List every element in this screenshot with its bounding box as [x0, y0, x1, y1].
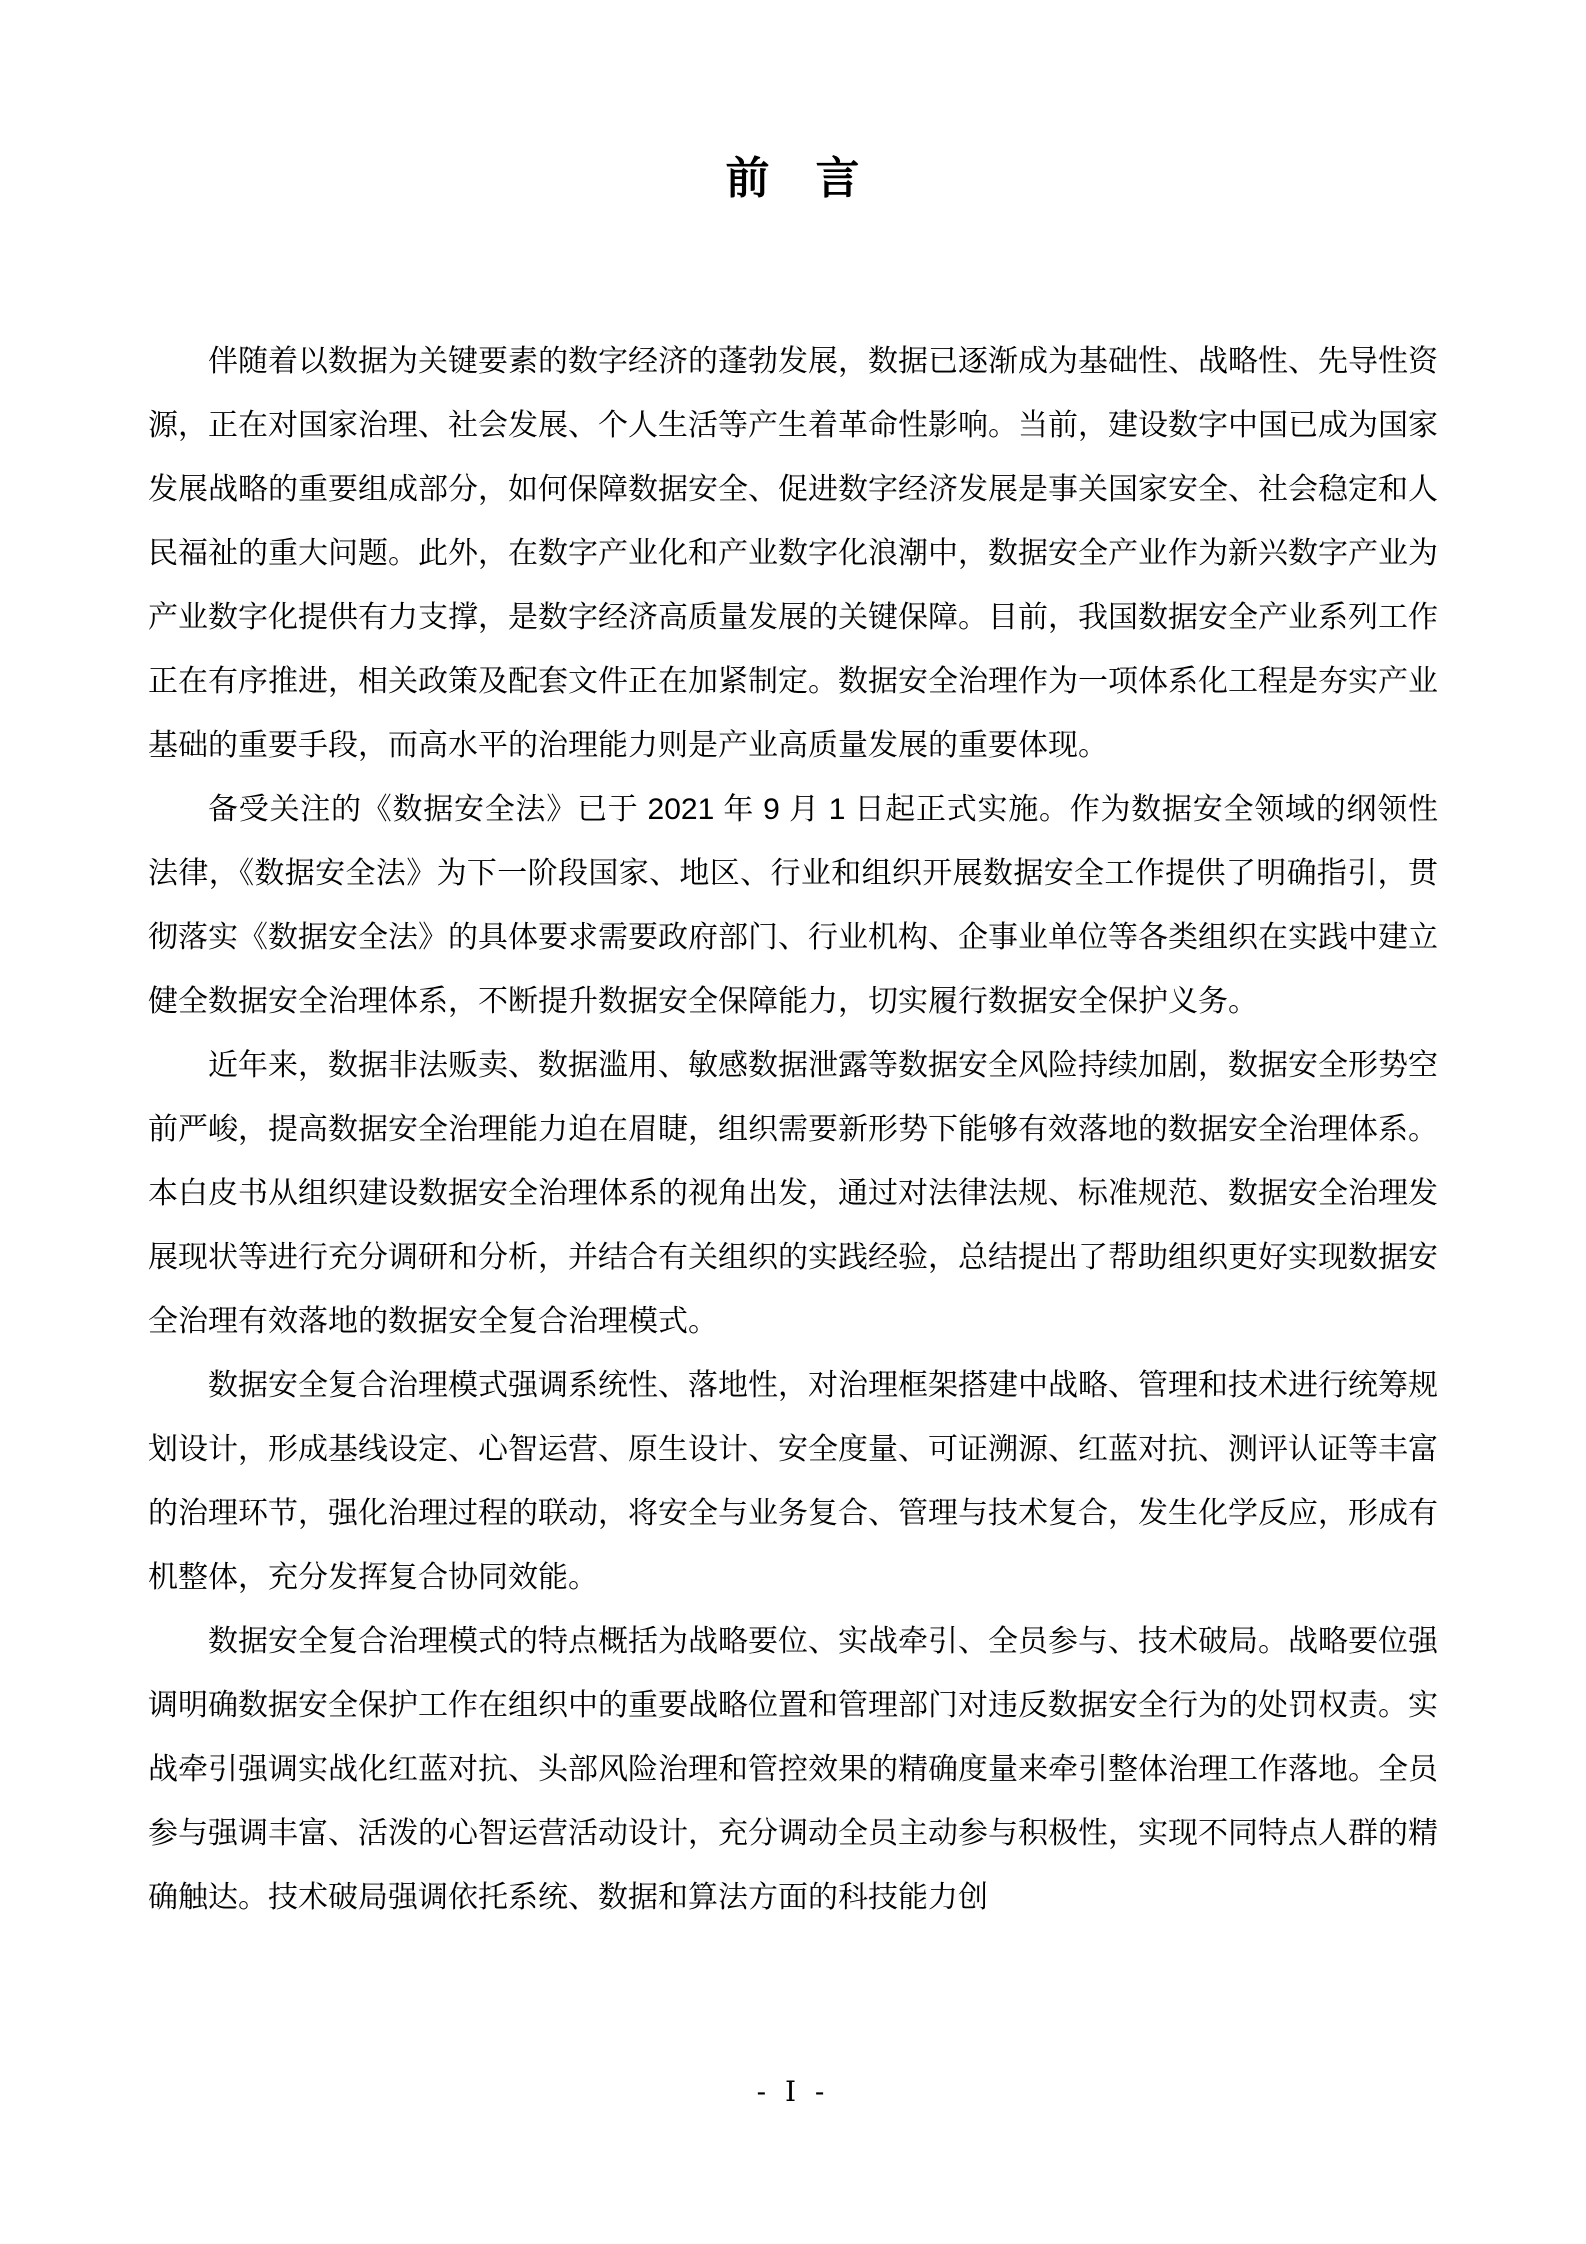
- paragraph-risk-and-whitepaper: 近年来，数据非法贩卖、数据滥用、敏感数据泄露等数据安全风险持续加剧，数据安全形势空前严峻，提高数据安全治理能力迫在眉睫，组织需要新形势下能够有效落地的数据安全治理体系。本白皮书从组织建设数据安全治理体系的视角出发，通过对法律法规、标准规范、数据安全治理发展现状等进行充分调研和分析，并结合有关组织的实践经验，总结提出了帮助组织更好实现数据安全治理有效落地的数据安全复合治理模式。: [148, 1049, 1438, 1338]
- paragraph-model-characteristics: 数据安全复合治理模式的特点概括为战略要位、实战牵引、全员参与、技术破局。战略要位强调明确数据安全保护工作在组织中的重要战略位置和管理部门对违反数据安全行为的处罚权责。实战牵引强调实战化红蓝对抗、头部风险治理和管控效果的精确度量来牵引整体治理工作落地。全员参与强调丰富、活泼的心智运营活动设计，充分调动全员主动参与积极性，实现不同特点人群的精确触达。技术破局强调依托系统、数据和算法方面的科技能力创: [148, 1625, 1438, 1914]
- paragraph-composite-governance-model: 数据安全复合治理模式强调系统性、落地性，对治理框架搭建中战略、管理和技术进行统筹规划设计，形成基线设定、心智运营、原生设计、安全度量、可证溯源、红蓝对抗、测评认证等丰富的治理环节，强化治理过程的联动，将安全与业务复合、管理与技术复合，发生化学反应，形成有机整体，充分发挥复合协同效能。: [148, 1369, 1438, 1594]
- paragraph-data-security-law: 备受关注的《数据安全法》已于 2021 年 9 月 1 日起正式实施。作为数据安全领域的纲领性法律，《数据安全法》为下一阶段国家、地区、行业和组织开展数据安全工作提供了明确指引，贯彻落实《数据安全法》的具体要求需要政府部门、行业机构、企事业单位等各类组织在实践中建立健全数据安全治理体系，不断提升数据安全保障能力，切实履行数据安全保护义务。: [148, 793, 1438, 1018]
- page-number: - Ⅰ -: [756, 2075, 830, 2108]
- document-body: [148, 330, 1438, 1930]
- page-title: 前 言: [725, 154, 861, 203]
- paragraph-intro-digital-economy: 伴随着以数据为关键要素的数字经济的蓬勃发展，数据已逐渐成为基础性、战略性、先导性资源，正在对国家治理、社会发展、个人生活等产生着革命性影响。当前，建设数字中国已成为国家发展战略的重要组成部分，如何保障数据安全、促进数字经济发展是事关国家安全、社会稳定和人民福祉的重大问题。此外，在数字产业化和产业数字化浪潮中，数据安全产业作为新兴数字产业为产业数字化提供有力支撑，是数字经济高质量发展的关键保障。目前，我国数据安全产业系列工作正在有序推进，相关政策及配套文件正在加紧制定。数据安全治理作为一项体系化工程是夯实产业基础的重要手段，而高水平的治理能力则是产业高质量发展的重要体现。: [148, 345, 1438, 762]
